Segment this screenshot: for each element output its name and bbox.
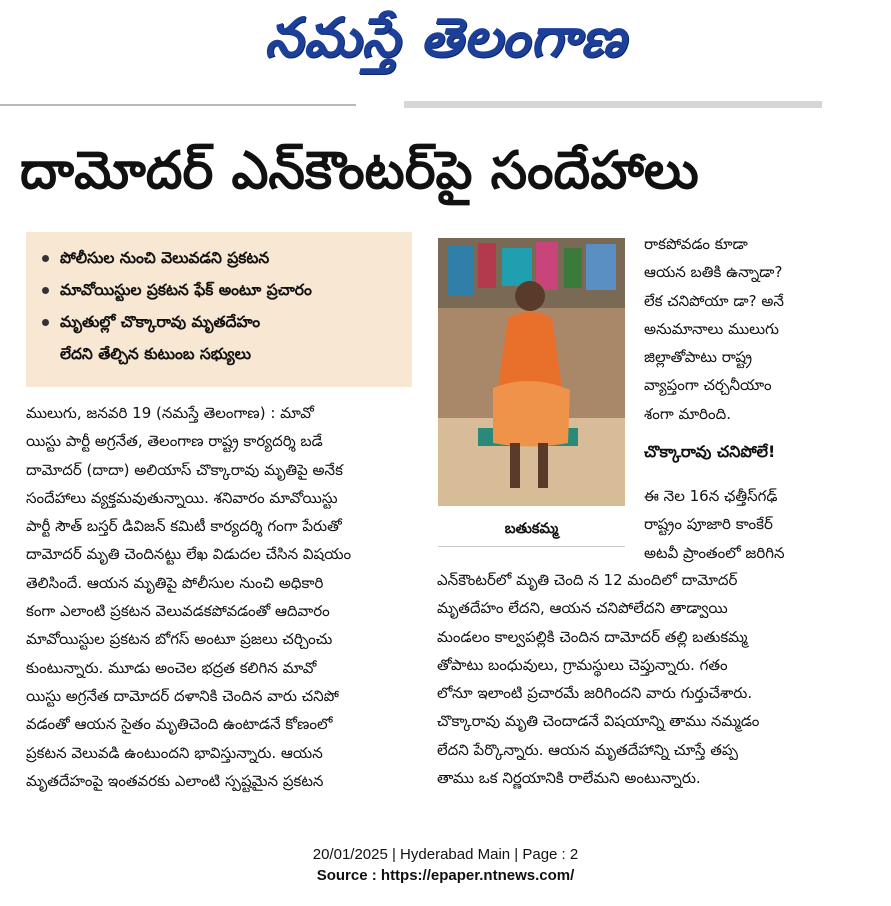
text-line: అటవీ ప్రాంతంలో జరిగిన (644, 543, 785, 562)
text-line: ములుగు, జనవరి 19 (నమస్తే తెలంగాణ) : మావో (26, 404, 314, 422)
article-subheading: చొక్కారావు చనిపోలే! (644, 442, 776, 461)
article-column-right-top (644, 230, 822, 428)
footer-source: Source : https://epaper.ntnews.com/ (316, 867, 575, 884)
text-line: దామోదర్ (దాదా) అలియాస్ చొక్కారావు మృతిపై అనేక (26, 460, 343, 479)
text-line: జిల్లాతోపాటు రాష్ట్ర (644, 348, 753, 367)
text-line: ఆయన బతికి ఉన్నాడా? (644, 263, 783, 282)
masthead-logo (0, 0, 891, 80)
text-line: లేక చనిపోయా డా? అనే (644, 291, 784, 310)
text-line: మృతదేహంపై ఇంతవరకు ఎలాంటి స్పష్టమైన ప్రకటన (26, 771, 324, 790)
text-line: కుంటున్నారు. మూడు అంచెల భద్రత కలిగిన మావో (26, 658, 317, 677)
highlights-box (26, 232, 412, 387)
text-line: యిస్టు అగ్రనేత దామోదర్ దళానికి చెందిన వారు చనిపో (26, 686, 339, 705)
article-column-right-mid (644, 482, 822, 567)
text-line: మృతదేహం లేదని, ఆయన చనిపోలేదని తాడ్వాయి (437, 599, 728, 618)
text-line: శంగా మారింది. (644, 404, 731, 423)
text-line: ఎన్‌కౌంటర్‌లో మృతి చెంది న 12 మందిలో దామోదర్ (437, 571, 738, 589)
article-column-right-bottom (437, 566, 823, 792)
highlight-item-continued: లేదని తేల్చిన కుటుంబ సభ్యులు (60, 345, 252, 363)
text-line: ప్రకటన వెలువడి ఉంటుందని భావిస్తున్నారు. ఆయన (26, 743, 323, 762)
text-line: కంగా ఎలాంటి ప్రకటన వెలువడకపోవడంతో ఆదివారం (26, 602, 330, 621)
divider-left (0, 104, 356, 106)
text-line: మండలం కాల్వపల్లికి చెందిన దామోదర్ తల్లి బతుకమ్మ (437, 627, 748, 646)
text-line: తాము ఒక నిర్ణయానికి రాలేమని అంటున్నారు. (437, 769, 701, 788)
text-line: రాష్ట్రం పూజారి కాంకేర్ (644, 515, 773, 534)
text-line: దామోదర్ మృతి చెందినట్టు లేఖ విడుదల చేసిన విషయం (26, 545, 352, 564)
text-line: వ్యాప్తంగా చర్చనీయాం (644, 376, 772, 395)
highlight-item: పోలీసుల నుంచి వెలువడని ప్రకటన (42, 242, 402, 274)
text-line: అనుమానాలు ములుగు (644, 319, 779, 338)
photo-caption: బతుకమ్మ (438, 512, 625, 547)
text-line: వడంతో ఆయన సైతం మృతిచెంది ఉంటాడనే కోణంలో (26, 715, 333, 734)
photo-woman-seated-illustration (438, 238, 625, 506)
highlight-item: మృతుల్లో చొక్కారావు మృతదేహం (42, 306, 402, 338)
article-headline: దామోదర్ ఎన్‌కౌంటర్‌పై సందేహాలు (20, 141, 699, 201)
text-line: మావోయిస్టుల ప్రకటన బోగస్ అంటూ ప్రజలు చర్చించు (26, 630, 333, 649)
text-line: పార్టీ సౌత్ బస్తర్ డివిజన్ కమిటీ కార్యదర్శి గంగా పేరుతో (26, 517, 342, 536)
highlight-item: మావోయిస్టుల ప్రకటన ఫేక్ అంటూ ప్రచారం (42, 274, 402, 306)
text-line: సందేహాలు వ్యక్తమవుతున్నాయి. శనివారం మావోయిస్టు (26, 488, 338, 507)
text-line: యిస్టు పార్టీ అగ్రనేత, తెలంగాణ రాష్ట్ర కార్యదర్శి బడే (26, 432, 323, 451)
text-line: తోపాటు బంధువులు, గ్రామస్థులు చెప్తున్నారు. గతం (437, 655, 728, 674)
divider-right (404, 101, 822, 108)
article-photo (438, 238, 625, 506)
text-line: లేదని పేర్కొన్నారు. ఆయన మృతదేహాన్ని చూస్తే తప్ప (437, 740, 739, 759)
text-line: తెలిసిందే. ఆయన మృతిపై పోలీసుల నుంచి అధికారి (26, 573, 324, 592)
text-line: రాకపోవడం కూడా (644, 235, 748, 253)
text-line: ఈ నెల 16న ఛత్తీస్‌గఢ్ (644, 487, 778, 505)
article-column-left (26, 399, 412, 795)
footer-edition: 20/01/2025 | Hyderabad Main | Page : 2 (312, 846, 579, 863)
masthead-title: నమస్తే తెలంగాణ (264, 6, 627, 69)
text-line: చొక్కారావు మృతి చెందాడనే విషయాన్ని తాము నమ్మడం (437, 712, 760, 731)
page-footer (0, 844, 891, 886)
text-line: లోనూ ఇలాంటి ప్రచారమే జరిగిందని వారు గుర్తుచేశారు. (437, 684, 753, 703)
